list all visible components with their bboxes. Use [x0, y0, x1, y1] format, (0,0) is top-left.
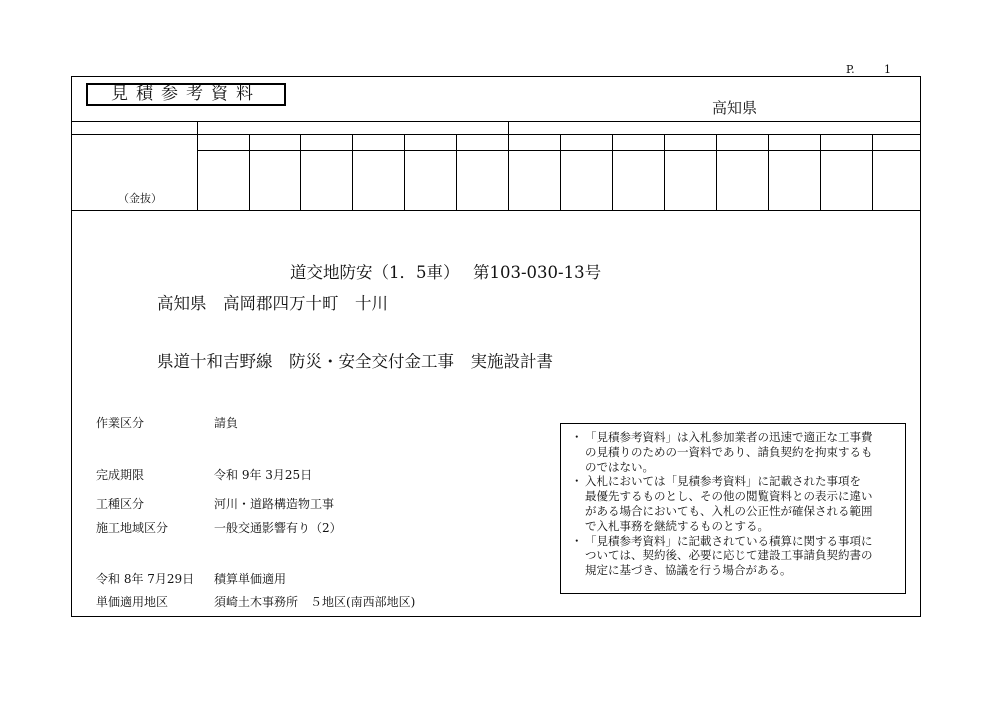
bullet: ・	[571, 533, 583, 548]
grid-line	[612, 134, 613, 210]
project-location: 高知県 高岡郡四万十町 十川	[157, 294, 388, 313]
detail-value: 請負	[214, 416, 239, 430]
grid-line	[456, 134, 457, 210]
grid-line	[197, 150, 921, 151]
page-label: P.	[846, 63, 855, 76]
page-number	[846, 63, 891, 76]
notice-line: 最優先するものとし、その他の閲覧資料との表示に違い	[585, 489, 873, 504]
detail-value: 積算単価適用	[214, 572, 287, 586]
notice-line: 「見積参考資料」に記載されている積算に関する事項に	[585, 533, 873, 548]
page-number-value: 1	[884, 63, 891, 76]
grid-line	[664, 134, 665, 210]
grid-line	[872, 134, 873, 210]
notice-line: ついては、契約後、必要に応じて建設工事請負契約書の	[585, 548, 873, 563]
grid-line	[300, 134, 301, 210]
grid-line	[404, 134, 405, 210]
grid-line	[197, 121, 198, 210]
bullet: ・	[571, 474, 583, 489]
grid-line	[71, 210, 921, 211]
grid-line	[820, 134, 821, 210]
detail-label: 令和 8年 7月29日	[96, 572, 195, 586]
prefecture-label: 高知県	[712, 99, 758, 117]
grid-line	[249, 134, 250, 210]
notice-line: 「見積参考資料」は入札参加業者の迅速で適正な工事費	[585, 430, 873, 444]
notice-line: 入札においては「見積参考資料」に記載された事項を	[585, 474, 861, 489]
notice-line: がある場合においても、入札の公正性が確保される範囲	[585, 503, 873, 518]
amount-excluded-label: （金抜）	[118, 192, 162, 205]
grid-line	[768, 134, 769, 210]
detail-label: 作業区分	[96, 416, 145, 430]
detail-value: 一般交通影響有り（2）	[214, 521, 342, 535]
project-name: 県道十和吉野線 防災・安全交付金工事 実施設計書	[157, 352, 553, 371]
grid-line	[508, 121, 509, 210]
project-code: 道交地防安（1．5車） 第103-030-13号	[290, 263, 602, 282]
notice-line: のではない。	[585, 459, 654, 474]
notice-line: で入札事務を継続するものとする。	[585, 518, 769, 533]
document-title: 見積参考資料	[86, 83, 286, 106]
detail-value: 須崎土木事務所 ５地区(南西部地区)	[214, 595, 416, 609]
grid-line	[560, 134, 561, 210]
notice-item	[571, 430, 897, 474]
bullet: ・	[571, 430, 583, 444]
notice-item	[571, 534, 897, 578]
detail-label: 施工地域区分	[96, 521, 169, 535]
grid-line	[71, 134, 921, 135]
grid-line	[716, 134, 717, 210]
detail-value: 令和 9年 3月25日	[214, 468, 313, 482]
notice-box	[560, 423, 906, 594]
detail-label: 単価適用地区	[96, 595, 169, 609]
notice-item	[571, 474, 897, 533]
detail-value: 河川・道路構造物工事	[214, 497, 335, 511]
grid-line	[71, 121, 921, 122]
notice-line: の見積りのための一資料であり、請負契約を拘束するも	[585, 444, 873, 459]
notice-line: 規定に基づき、協議を行う場合がある。	[585, 563, 792, 578]
grid-line	[352, 134, 353, 210]
detail-label: 完成期限	[96, 468, 145, 482]
detail-label: 工種区分	[96, 497, 145, 511]
